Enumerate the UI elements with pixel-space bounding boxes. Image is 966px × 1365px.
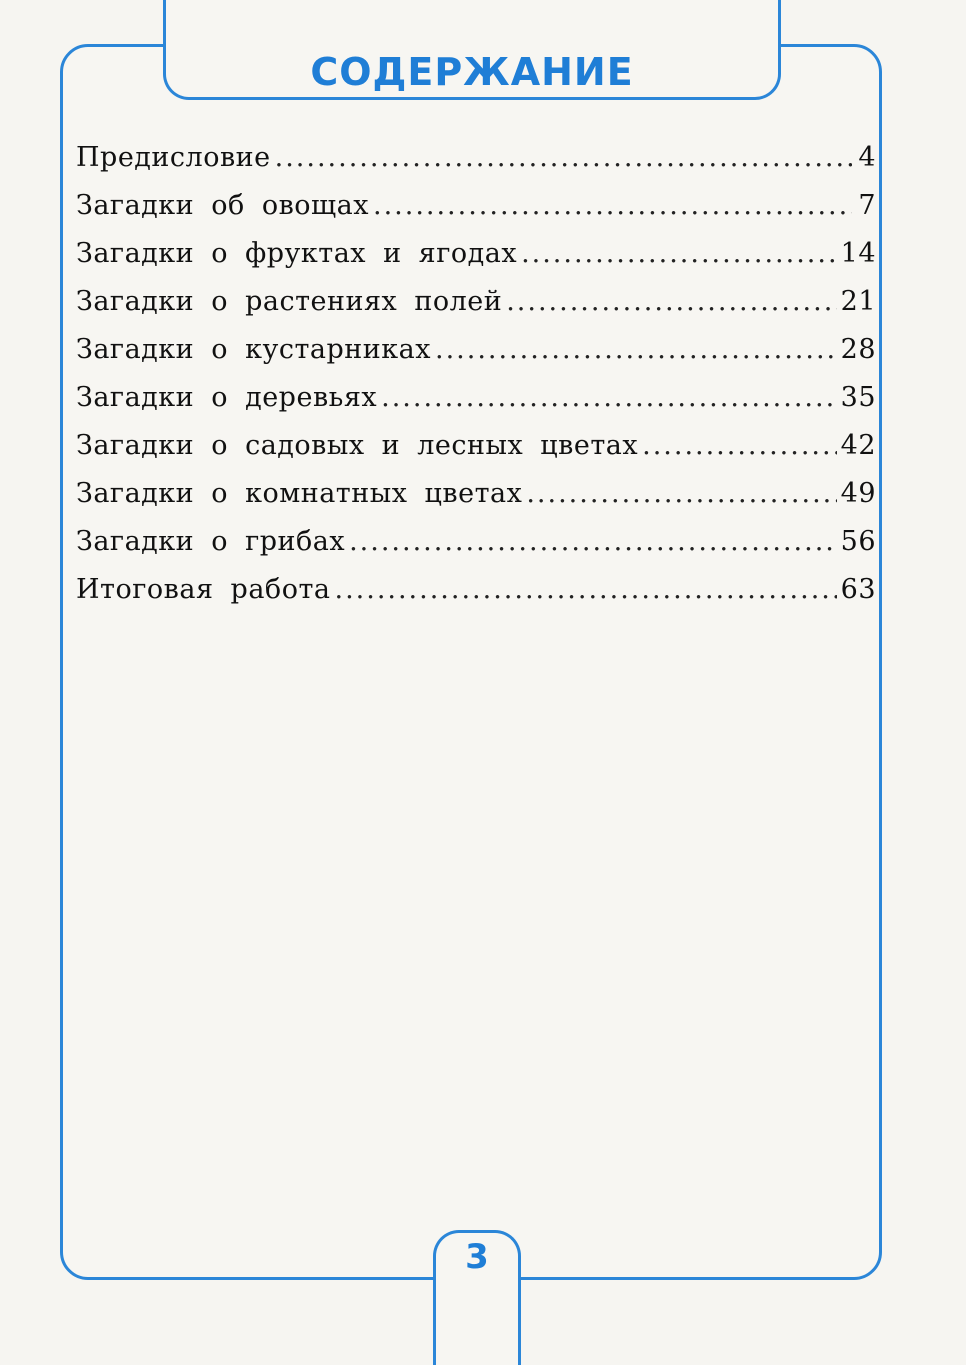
toc-entry[interactable] (76, 574, 876, 622)
dot-leader (381, 382, 837, 413)
dot-leader (275, 142, 852, 173)
toc-entry-title: Загадки о грибах (76, 526, 346, 557)
toc-entry-page: 21 (840, 286, 876, 317)
dot-leader (349, 526, 837, 557)
toc-entry-page: 63 (840, 574, 876, 605)
dot-leader (521, 238, 837, 269)
dot-leader (334, 574, 836, 605)
toc-entry[interactable] (76, 238, 876, 286)
toc-entry-page: 4 (858, 142, 876, 173)
page-number: 3 (465, 1237, 489, 1277)
toc-entry-title: Загадки об овощах (76, 190, 369, 221)
toc-entry[interactable] (76, 430, 876, 478)
dot-leader (506, 286, 836, 317)
toc-entry[interactable] (76, 286, 876, 334)
toc-entry-title: Предисловие (76, 142, 271, 173)
page-title: СОДЕРЖАНИЕ (310, 50, 634, 94)
table-of-contents (76, 142, 876, 622)
dot-leader (526, 478, 836, 509)
toc-entry-page: 42 (840, 430, 876, 461)
toc-entry-title: Загадки о комнатных цветах (76, 478, 523, 509)
dot-leader (642, 430, 837, 461)
toc-entry[interactable] (76, 526, 876, 574)
toc-entry-title: Загадки о фруктах и ягодах (76, 238, 518, 269)
toc-entry-title: Загадки о растениях полей (76, 286, 503, 317)
toc-entry-title: Итоговая работа (76, 574, 331, 605)
toc-entry-page: 7 (858, 190, 876, 221)
toc-entry[interactable] (76, 382, 876, 430)
toc-entry[interactable] (76, 478, 876, 526)
toc-entry-title: Загадки о садовых и лесных цветах (76, 430, 639, 461)
toc-entry-page: 56 (840, 526, 876, 557)
toc-entry[interactable] (76, 190, 876, 238)
toc-entry-page: 14 (840, 238, 876, 269)
toc-entry-page: 49 (840, 478, 876, 509)
dot-leader (435, 334, 837, 365)
toc-entry-title: Загадки о деревьях (76, 382, 378, 413)
toc-entry[interactable] (76, 142, 876, 190)
toc-entry-page: 35 (840, 382, 876, 413)
toc-entry-page: 28 (840, 334, 876, 365)
toc-entry-title: Загадки о кустарниках (76, 334, 431, 365)
dot-leader (373, 190, 852, 221)
toc-entry[interactable] (76, 334, 876, 382)
